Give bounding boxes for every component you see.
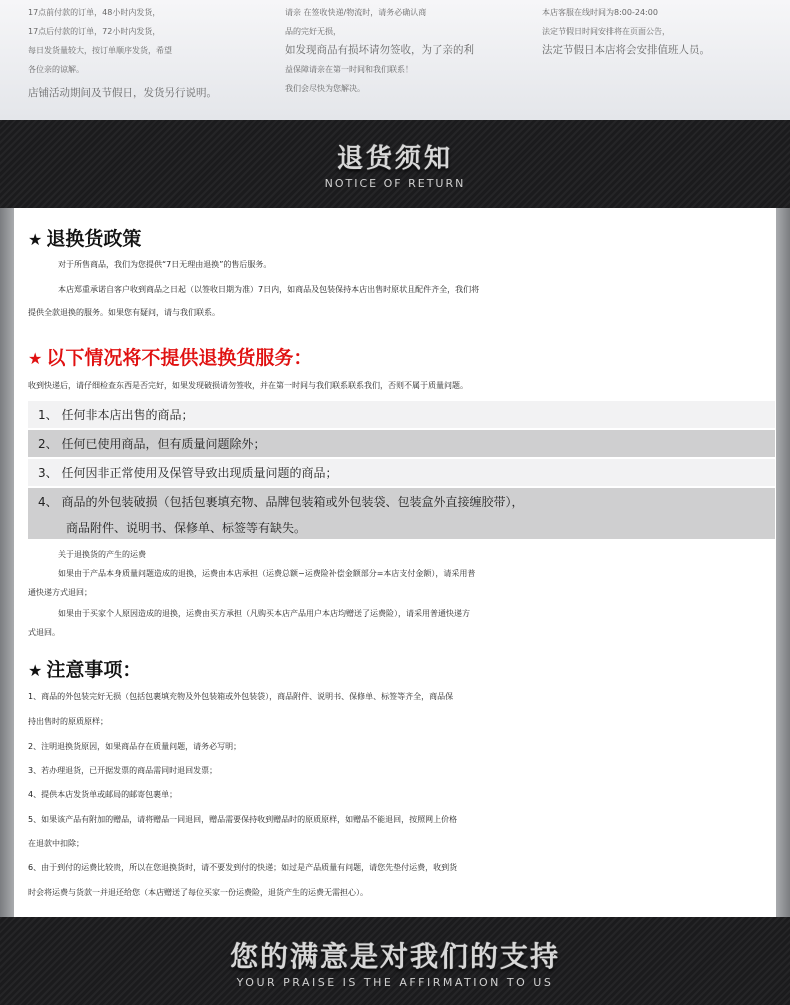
info-line: 法定节假日本店将会安排值班人员。 [542, 44, 710, 56]
policy-paragraph: 对于所售商品，我们为您提供“7日无理由退换”的售后服务。 [58, 260, 272, 269]
banner-title: 您的满意是对我们的支持 [229, 940, 560, 973]
info-line: 17点前付款的订单，48小时内发货， [28, 8, 161, 17]
notes-heading [28, 655, 141, 682]
note-item: 2、注明退换货原因，如果商品存在质量问题，请务必写明； [28, 742, 242, 751]
policy-heading-text: 退换货政策 [46, 228, 142, 250]
info-line: 店铺活动期间及节假日，发货另行说明。 [28, 87, 217, 99]
note-item: 持出售时的原质原样； [28, 717, 108, 726]
return-notice-banner [0, 120, 790, 208]
star-icon: ★ [28, 349, 43, 368]
shipping-fee-paragraph: 如果由于产品本身质量问题造成的退换，运费由本店承担（运费总额−运费险补偿金额部分=本店支付金额），请采用普 [58, 569, 476, 578]
no-return-heading [28, 343, 312, 370]
note-item: 4、提供本店发货单或邮局的邮寄包裹单； [28, 790, 178, 799]
notes-heading-text: 注意事项： [46, 659, 142, 681]
policy-paragraph: 本店郑重承诺自客户收到商品之日起（以签收日期为准）7日内，如商品及包装保持本店出售时原状且配件齐全，我们将 [58, 285, 480, 294]
no-return-intro: 收到快递后，请仔细检查东西是否完好，如果发现破损请勿签收，并在第一时间与我们联系联系我们，否则不属于质量问题。 [28, 381, 468, 390]
list-item-text: 1、 任何非本店出售的商品； [38, 408, 194, 422]
info-line: 每日发货量较大，按订单顺序发货，希望 [28, 46, 172, 55]
note-item: 在退款中扣除； [28, 839, 84, 848]
shipping-fee-paragraph: 如果由于买家个人原因造成的退换，运费由买方承担（凡购买本店产品用户本店均赠送了运费险），请采用普通快递方 [58, 609, 470, 618]
list-item [28, 430, 775, 457]
note-item: 时会将运费与货款一并退还给您（本店赠送了每位买家一份运费险，退货产生的运费无需担心）。 [28, 888, 368, 897]
receipt-check-info [285, 3, 474, 98]
banner-subtitle: YOUR PRAISE IS THE AFFIRMATION TO US [236, 976, 554, 989]
policy-heading [28, 224, 141, 251]
info-line: 请亲 在签收快递/物流时，请务必确认商 [285, 8, 427, 17]
info-line: 本店客服在线时间为8:00-24:00 [542, 8, 658, 17]
note-item: 1、商品的外包装完好无损（包括包裹填充物及外包装箱或外包装袋），商品附件、说明书、保修单、标签等齐全，商品保 [28, 692, 454, 701]
list-item-text: 2、 任何已使用商品，但有质量问题除外； [38, 437, 266, 451]
support-banner [0, 917, 790, 1005]
customer-service-info [542, 3, 710, 60]
list-item [28, 488, 775, 539]
list-item-text: 商品附件、说明书、保修单、标签等有缺失。 [66, 521, 307, 535]
note-item: 3、若办理退货，已开据发票的商品需同时退回发票； [28, 766, 218, 775]
info-line: 品的完好无损， [285, 27, 341, 36]
delivery-time-info [28, 3, 217, 103]
policy-paragraph: 提供全款退换的服务。如果您有疑问，请与我们联系。 [28, 308, 220, 317]
info-line: 我们会尽快为您解决。 [285, 84, 365, 93]
shipping-fee-title: 关于退换货的产生的运费 [58, 550, 146, 559]
info-line: 法定节假日时间安排将在页面公告， [542, 27, 670, 36]
info-line: 17点后付款的订单，72小时内发货， [28, 27, 161, 36]
policy-panel [14, 208, 776, 917]
shipping-fee-paragraph: 式退回。 [28, 628, 60, 637]
list-item [28, 459, 775, 486]
shipping-info-strip [0, 0, 790, 120]
banner-title: 退货须知 [336, 144, 453, 174]
note-item: 6、由于到付的运费比较贵，所以在您退换货时，请不要发到付的快递；如过是产品质量有问题，请您先垫付运费，收到货 [28, 863, 458, 872]
info-line: 益保障请亲在第一时间和我们联系！ [285, 65, 413, 74]
shipping-fee-paragraph: 通快递方式退回； [28, 588, 92, 597]
list-item-text: 3、 任何因非正常使用及保管导致出现质量问题的商品； [38, 466, 338, 480]
info-line: 各位亲的谅解。 [28, 65, 84, 74]
list-item [28, 401, 775, 428]
info-line: 如发现商品有损坏请勿签收，为了亲的利 [285, 44, 474, 56]
star-icon: ★ [28, 661, 43, 680]
note-item: 5、如果该产品有附加的赠品，请将赠品一同退回，赠品需要保持收到赠品时的原质原样，如赠品不能退回，按照网上价格 [28, 815, 458, 824]
star-icon: ★ [28, 230, 43, 249]
banner-subtitle: NOTICE OF RETURN [324, 177, 466, 190]
policy-section-frame [0, 208, 790, 917]
list-item-text: 4、 商品的外包装破损（包括包裹填充物、品牌包装箱或外包装袋、包装盒外直接缠胶带）， [38, 495, 524, 509]
no-return-heading-text: 以下情况将不提供退换货服务： [46, 347, 313, 369]
